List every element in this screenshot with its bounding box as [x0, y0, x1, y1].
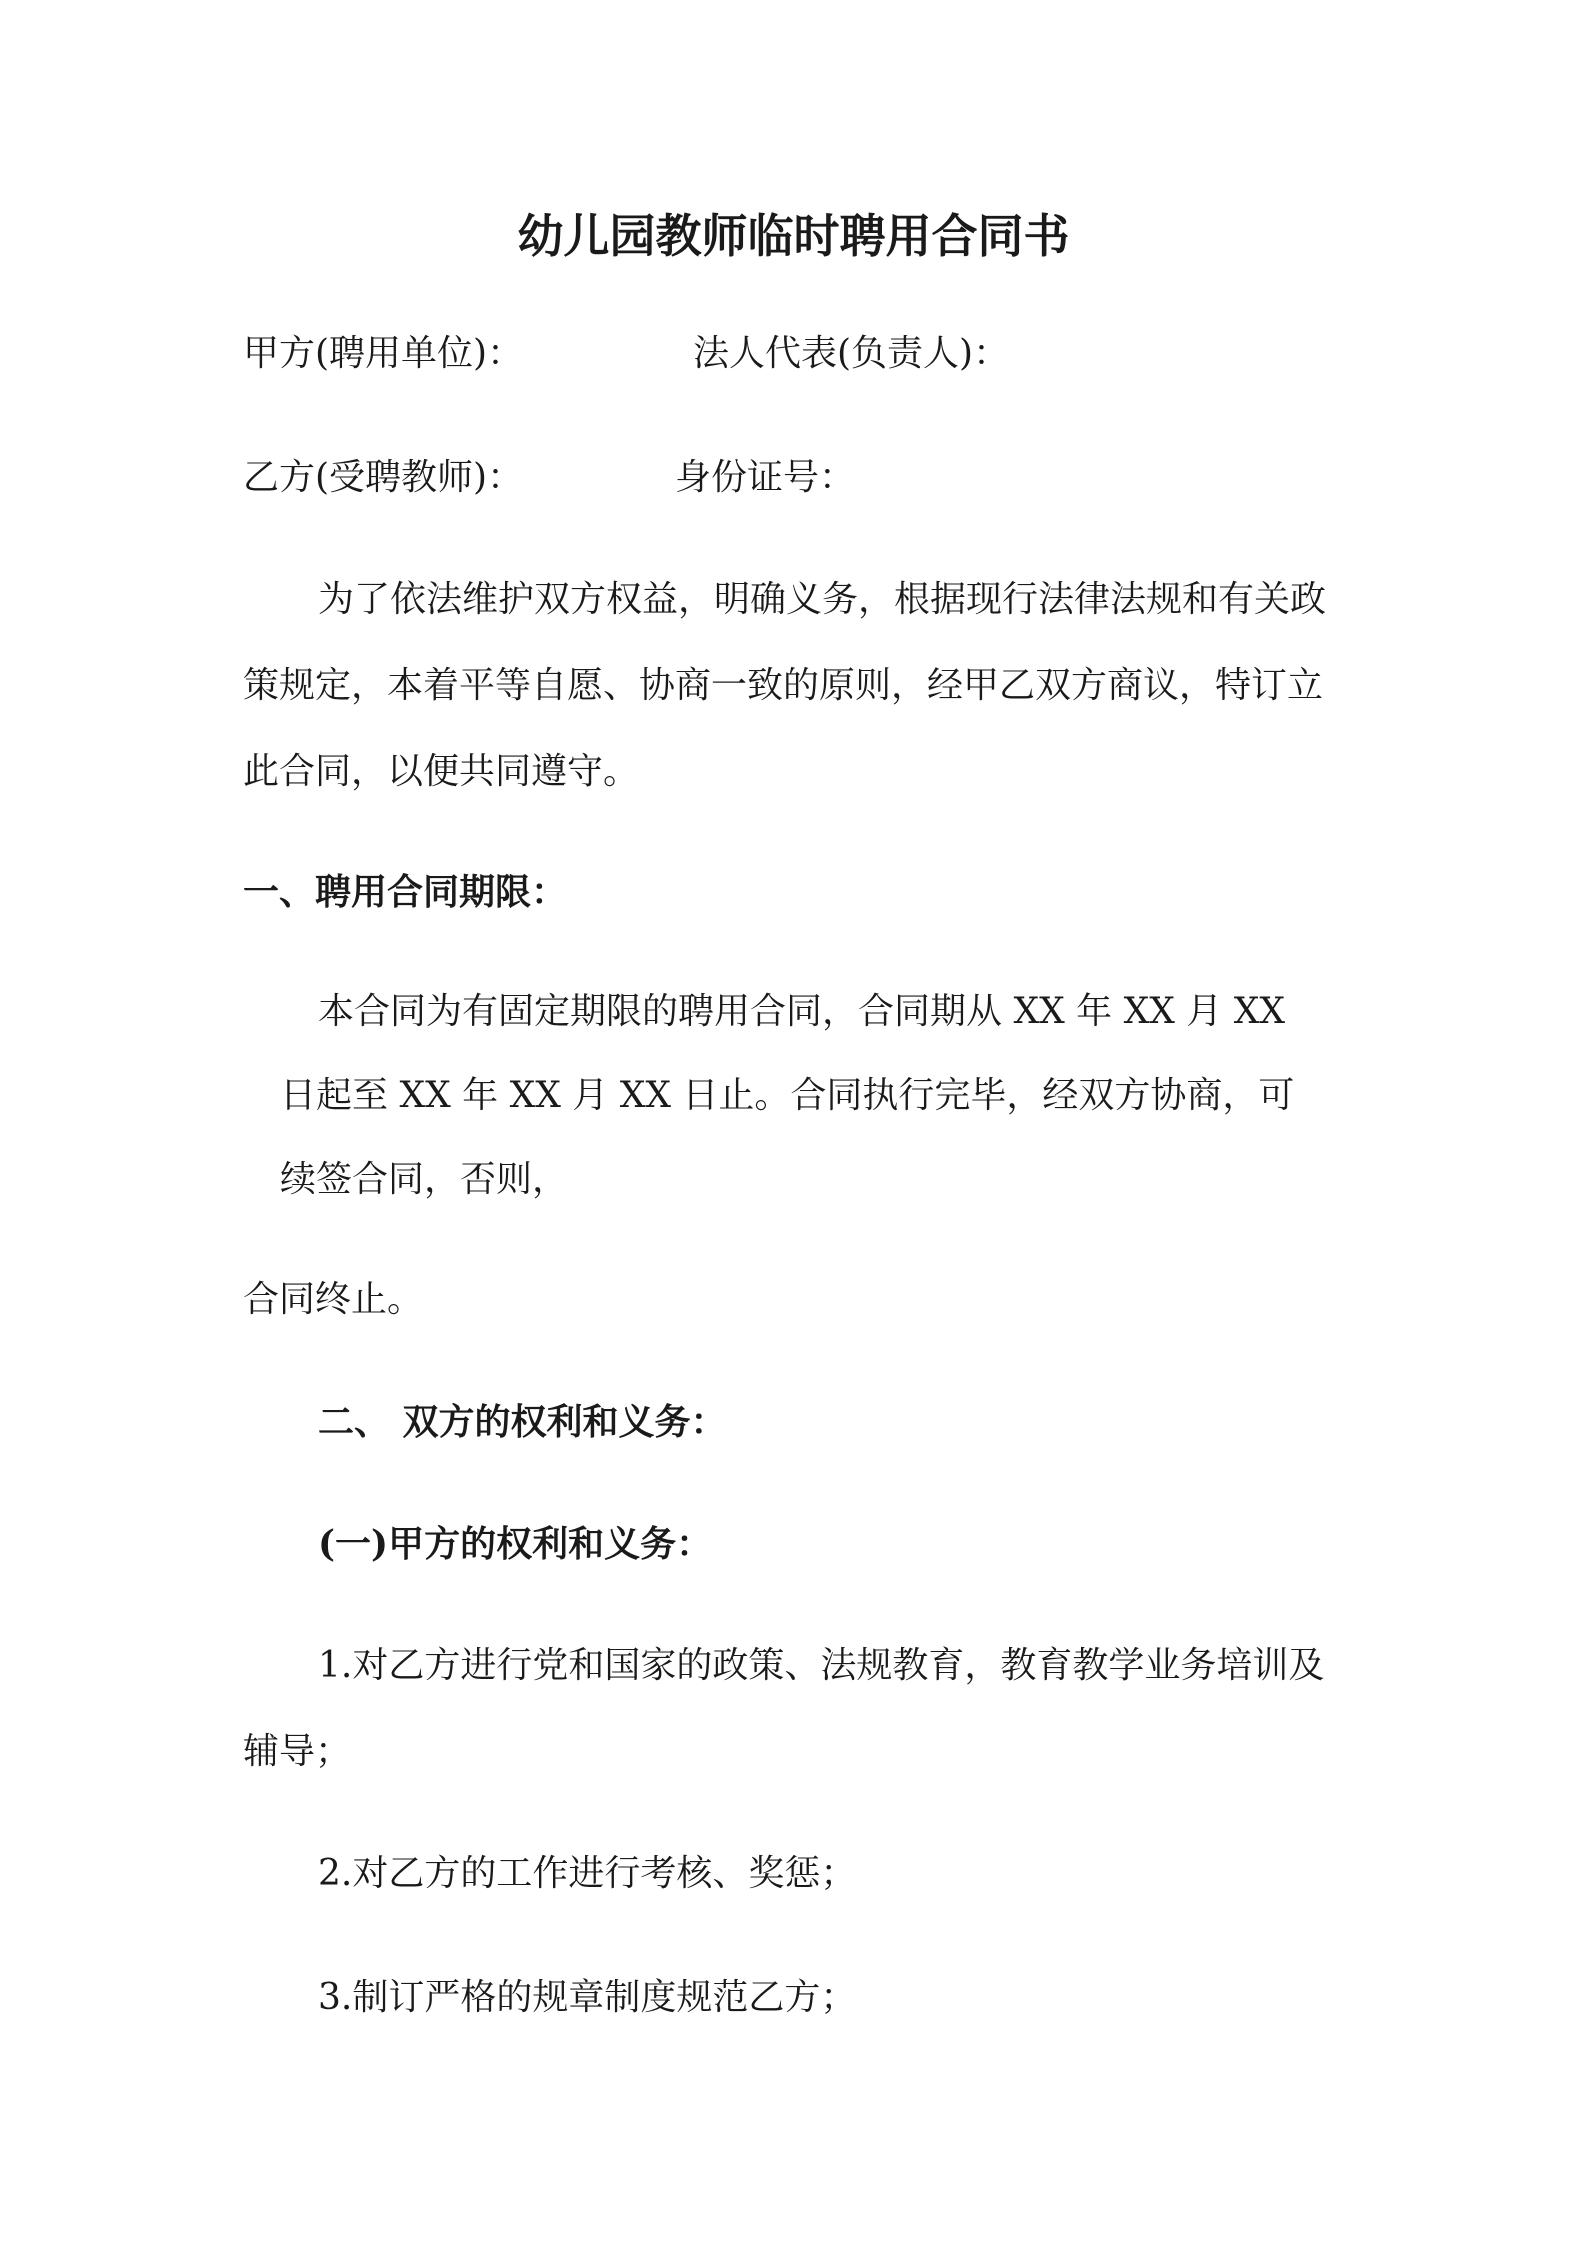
section2a-heading: (一)甲方的权利和义务： — [318, 1523, 713, 1565]
party-b-label: 乙方(受聘教师)： — [243, 457, 524, 498]
list-item: 2.对乙方的工作进行考核、奖惩； — [318, 1853, 857, 1894]
party-a-label: 甲方(聘用单位)： — [243, 333, 524, 374]
list-item: 3.制订严格的规章制度规范乙方； — [318, 1977, 857, 2018]
section1-line: 续签合同，否则， — [280, 1159, 569, 1200]
preamble-line: 此合同，以便共同遵守。 — [243, 751, 640, 792]
section1-line: 合同终止。 — [243, 1279, 424, 1320]
preamble-line: 策规定，本着平等自愿、协商一致的原则，经甲乙双方商议，特订立 — [243, 665, 1324, 706]
document-title: 幼儿园教师临时聘用合同书 — [517, 209, 1070, 263]
section1-line: 本合同为有固定期限的聘用合同，合同期从 XX 年 XX 月 XX — [318, 991, 1285, 1032]
legal-rep-label: 法人代表(负责人)： — [693, 333, 1010, 374]
section2-heading: 二、 双方的权利和义务： — [318, 1401, 727, 1443]
id-number-label: 身份证号： — [675, 457, 856, 498]
section1-heading: 一、聘用合同期限： — [243, 871, 568, 913]
preamble-line: 为了依法维护双方权益，明确义务，根据现行法律法规和有关政 — [318, 579, 1327, 620]
list-item: 1.对乙方进行党和国家的政策、法规教育，教育教学业务培训及 — [318, 1645, 1325, 1686]
section1-line: 日起至 XX 年 XX 月 XX 日止。合同执行完毕，经双方协商，可 — [280, 1075, 1295, 1116]
list-item: 辅导； — [243, 1731, 352, 1772]
